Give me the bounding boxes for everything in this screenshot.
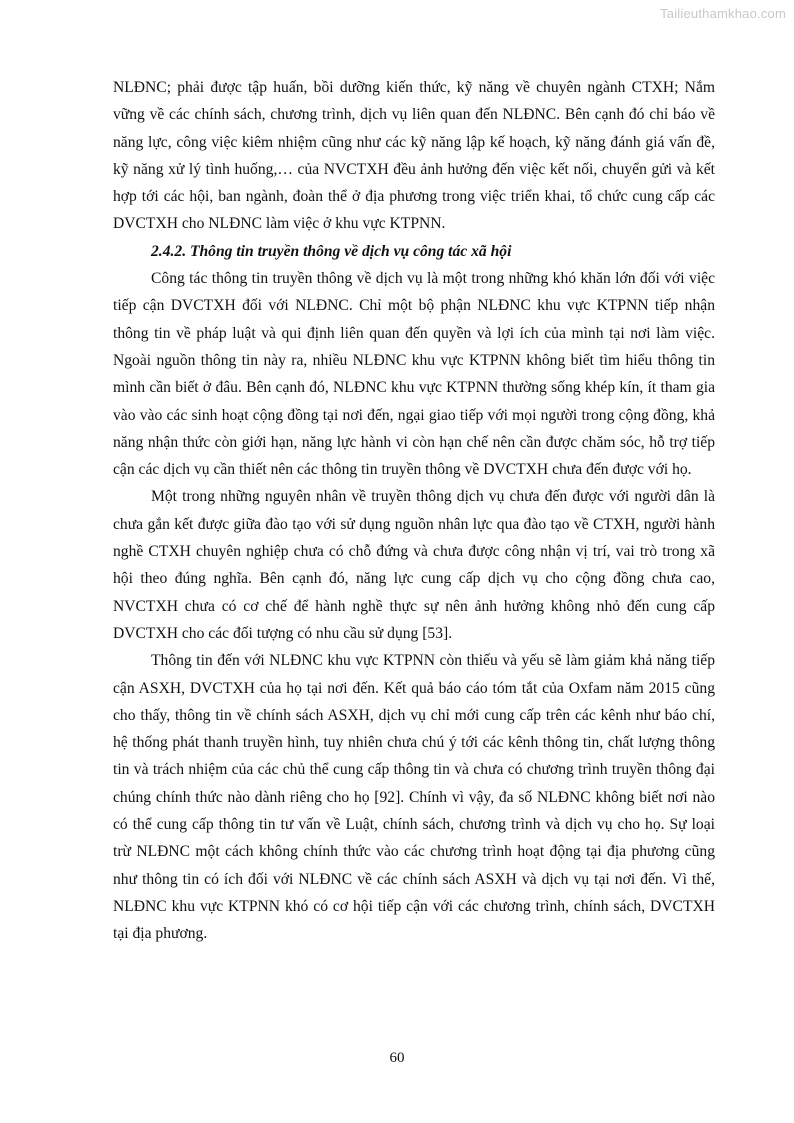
watermark-text: Tailieuthamkhao.com: [660, 6, 786, 21]
section-heading: 2.4.2. Thông tin truyền thông về dịch vụ công tác xã hội: [151, 242, 512, 260]
page-number: 60: [389, 1050, 405, 1066]
paragraph-1: Công tác thông tin truyền thông về dịch vụ là một trong những khó khăn lớn đối với việc tiếp cận DVCTXH đối với NLĐNC. Chỉ một bộ phận NLĐNC khu vực KTPNN tiếp nhận thông tin về pháp luật và qui định liên quan đến quyền và lợi ích của mình tại nơi làm việc. Ngoài nguồn thông tin này ra, nhiều NLĐNC khu vực KTPNN không biết tìm hiểu thông tin mình cần biết ở đâu. Bên cạnh đó, NLĐNC khu vực KTPNN thường sống khép kín, ít tham gia vào vào các sinh hoạt cộng đồng tại nơi đến, ngại giao tiếp với mọi người trong cộng đồng, khả năng nhận thức còn giới hạn, năng lực hành vi còn hạn chế nên cần được chăm sóc, hỗ trợ tiếp cận các dịch vụ cần thiết nên các thông tin truyền thông về DVCTXH chưa đến được với họ.: [113, 270, 715, 479]
document-body: [113, 74, 715, 948]
paragraph-2: Một trong những nguyên nhân về truyền thông dịch vụ chưa đến được với người dân là chưa gắn kết được giữa đào tạo với sử dụng nguồn nhân lực qua đào tạo về CTXH, người hành nghề CTXH chuyên nghiệp chưa có chỗ đứng và chưa được công nhận vị trí, vai trò trong xã hội theo đúng nghĩa. Bên cạnh đó, năng lực cung cấp dịch vụ cho cộng đồng chưa cao, NVCTXH chưa có cơ chế để hành nghề thực sự nên ảnh hưởng không nhỏ đến cung cấp DVCTXH cho các đối tượng có nhu cầu sử dụng [53].: [113, 488, 715, 642]
paragraph-3: Thông tin đến với NLĐNC khu vực KTPNN còn thiếu và yếu sẽ làm giảm khả năng tiếp cận ASXH, DVCTXH của họ tại nơi đến. Kết quả báo cáo tóm tắt của Oxfam năm 2015 cũng cho thấy, thông tin về chính sách ASXH, dịch vụ chỉ mới cung cấp trên các kênh như báo chí, hệ thống phát thanh truyền hình, tuy nhiên chưa chú ý tới các kênh thông tin, chất lượng thông tin và trách nhiệm của các chủ thể cung cấp thông tin và chưa có chương trình truyền thông đại chúng chính thức nào dành riêng cho họ [92]. Chính vì vậy, đa số NLĐNC không biết nơi nào có thể cung cấp thông tin tư vấn về Luật, chính sách, chương trình và dịch vụ cho họ. Sự loại trừ NLĐNC một cách không chính thức vào các chương trình hoạt động tại địa phương cũng như thông tin có ích đối với NLĐNC về các chính sách ASXH và dịch vụ tại nơi đến. Vì thế, NLĐNC khu vực KTPNN khó có cơ hội tiếp cận với các chương trình, chính sách, DVCTXH tại địa phương.: [113, 652, 715, 943]
paragraph-continued: NLĐNC; phải được tập huấn, bồi dưỡng kiến thức, kỹ năng về chuyên ngành CTXH; Nắm vững về các chính sách, chương trình, dịch vụ liên quan đến NLĐNC. Bên cạnh đó chỉ báo về năng lực, công việc kiêm nhiệm cũng như các kỹ năng lập kế hoạch, kỹ năng đánh giá vấn đề, kỹ năng xử lý tình huống,… của NVCTXH đều ảnh hưởng đến việc kết nối, chuyển gửi và kết hợp tới các hội, ban ngành, đoàn thể ở địa phương trong việc triển khai, tổ chức cung cấp các DVCTXH cho NLĐNC làm việc ở khu vực KTPNN.: [113, 79, 715, 233]
